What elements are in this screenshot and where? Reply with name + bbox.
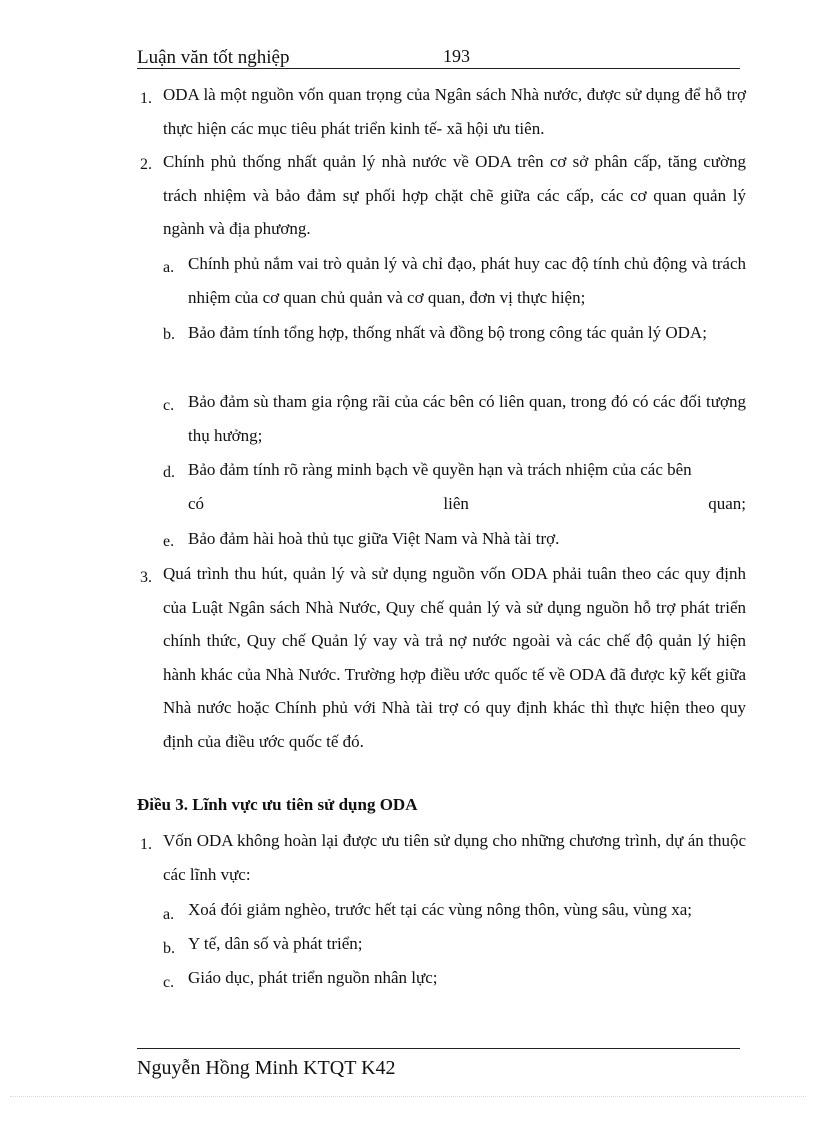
sub-marker: a. <box>163 906 175 923</box>
list-marker: 2. <box>140 156 152 173</box>
sub-item-a: Xoá đói giảm nghèo, trước hết tại các vùng nông thôn, vùng sâu, vùng xa; <box>188 900 693 919</box>
list-marker: 3. <box>140 569 152 586</box>
sub-marker: b. <box>163 326 175 343</box>
page-number: 193 <box>443 46 470 66</box>
sub-marker: b. <box>163 940 175 957</box>
sub-item-d <box>188 453 746 520</box>
list-item-1: ODA là một nguồn vốn quan trọng của Ngân sách Nhà nước, được sử dụng để hỗ trợ thực hiện các mục tiêu phát triển kinh tế- xã hội ưu tiên. <box>163 85 746 138</box>
sub-marker: e. <box>163 533 175 550</box>
header-title: Luận văn tốt nghiệp <box>137 47 290 68</box>
page-edge-divider <box>10 1096 806 1097</box>
word: liên <box>443 493 469 513</box>
sub-item-c: Bảo đảm sù tham gia rộng rãi của các bên có liên quan, trong đó có các đối tượng thụ hưởng; <box>188 392 746 445</box>
footer-author: Nguyễn Hồng Minh KTQT K42 <box>137 1057 396 1079</box>
sub-marker: c. <box>163 974 175 991</box>
list-marker: 1. <box>140 90 152 107</box>
word: có <box>188 493 205 513</box>
sub-item-e: Bảo đảm hài hoà thủ tục giữa Việt Nam và Nhà tài trợ. <box>188 529 560 548</box>
sub-item-d-line1: Bảo đảm tính rõ ràng minh bạch về quyền hạn và trách nhiệm của các bên <box>188 460 692 479</box>
sub-marker: a. <box>163 259 175 276</box>
footer-rule <box>137 1048 740 1049</box>
list-item-3: Quá trình thu hút, quản lý và sử dụng nguồn vốn ODA phải tuân theo các quy định của Luật Ngân sách Nhà Nước, Quy chế quản lý và sử dụng nguồn hỗ trợ phát triển chính thức, Quy chế Quản lý vay và trả nợ nước ngoài và các chế độ quản lý hiện hành khác của Nhà Nước. Trường hợp điều ước quốc tế về ODA đã được kỹ kết giữa Nhà nước hoặc Chính phủ với Nhà tài trợ có quy định khác thì thực hiện theo quy định của điều ước quốc tế đó. <box>163 564 746 751</box>
sub-item-d-line2 <box>188 487 746 521</box>
list-item-1: Vốn ODA không hoàn lại được ưu tiên sử dụng cho những chương trình, dự án thuộc các lĩnh vực: <box>163 831 746 884</box>
section-heading: Điều 3. Lĩnh vực ưu tiên sử dụng ODA <box>137 795 418 814</box>
sub-item-b: Y tế, dân số và phát triển; <box>188 934 363 953</box>
sub-item-c: Giáo dục, phát triển nguồn nhân lực; <box>188 968 438 987</box>
word: quan; <box>708 493 746 513</box>
sub-marker: d. <box>163 464 175 481</box>
list-marker: 1. <box>140 836 152 853</box>
list-item-2: Chính phủ thống nhất quản lý nhà nước về ODA trên cơ sở phân cấp, tăng cường trách nhiệm và bảo đảm sự phối hợp chặt chẽ giữa các cấp, các cơ quan quản lý ngành và địa phương. <box>163 152 746 238</box>
sub-marker: c. <box>163 397 175 414</box>
header-rule <box>137 68 740 69</box>
sub-item-a: Chính phủ nắm vai trò quản lý và chỉ đạo, phát huy cac độ tính chủ động và trách nhiệm của cơ quan chủ quản và cơ quan, đơn vị thực hiện; <box>188 254 746 307</box>
sub-item-b: Bảo đảm tính tổng hợp, thống nhất và đồng bộ trong công tác quản lý ODA; <box>188 323 707 342</box>
